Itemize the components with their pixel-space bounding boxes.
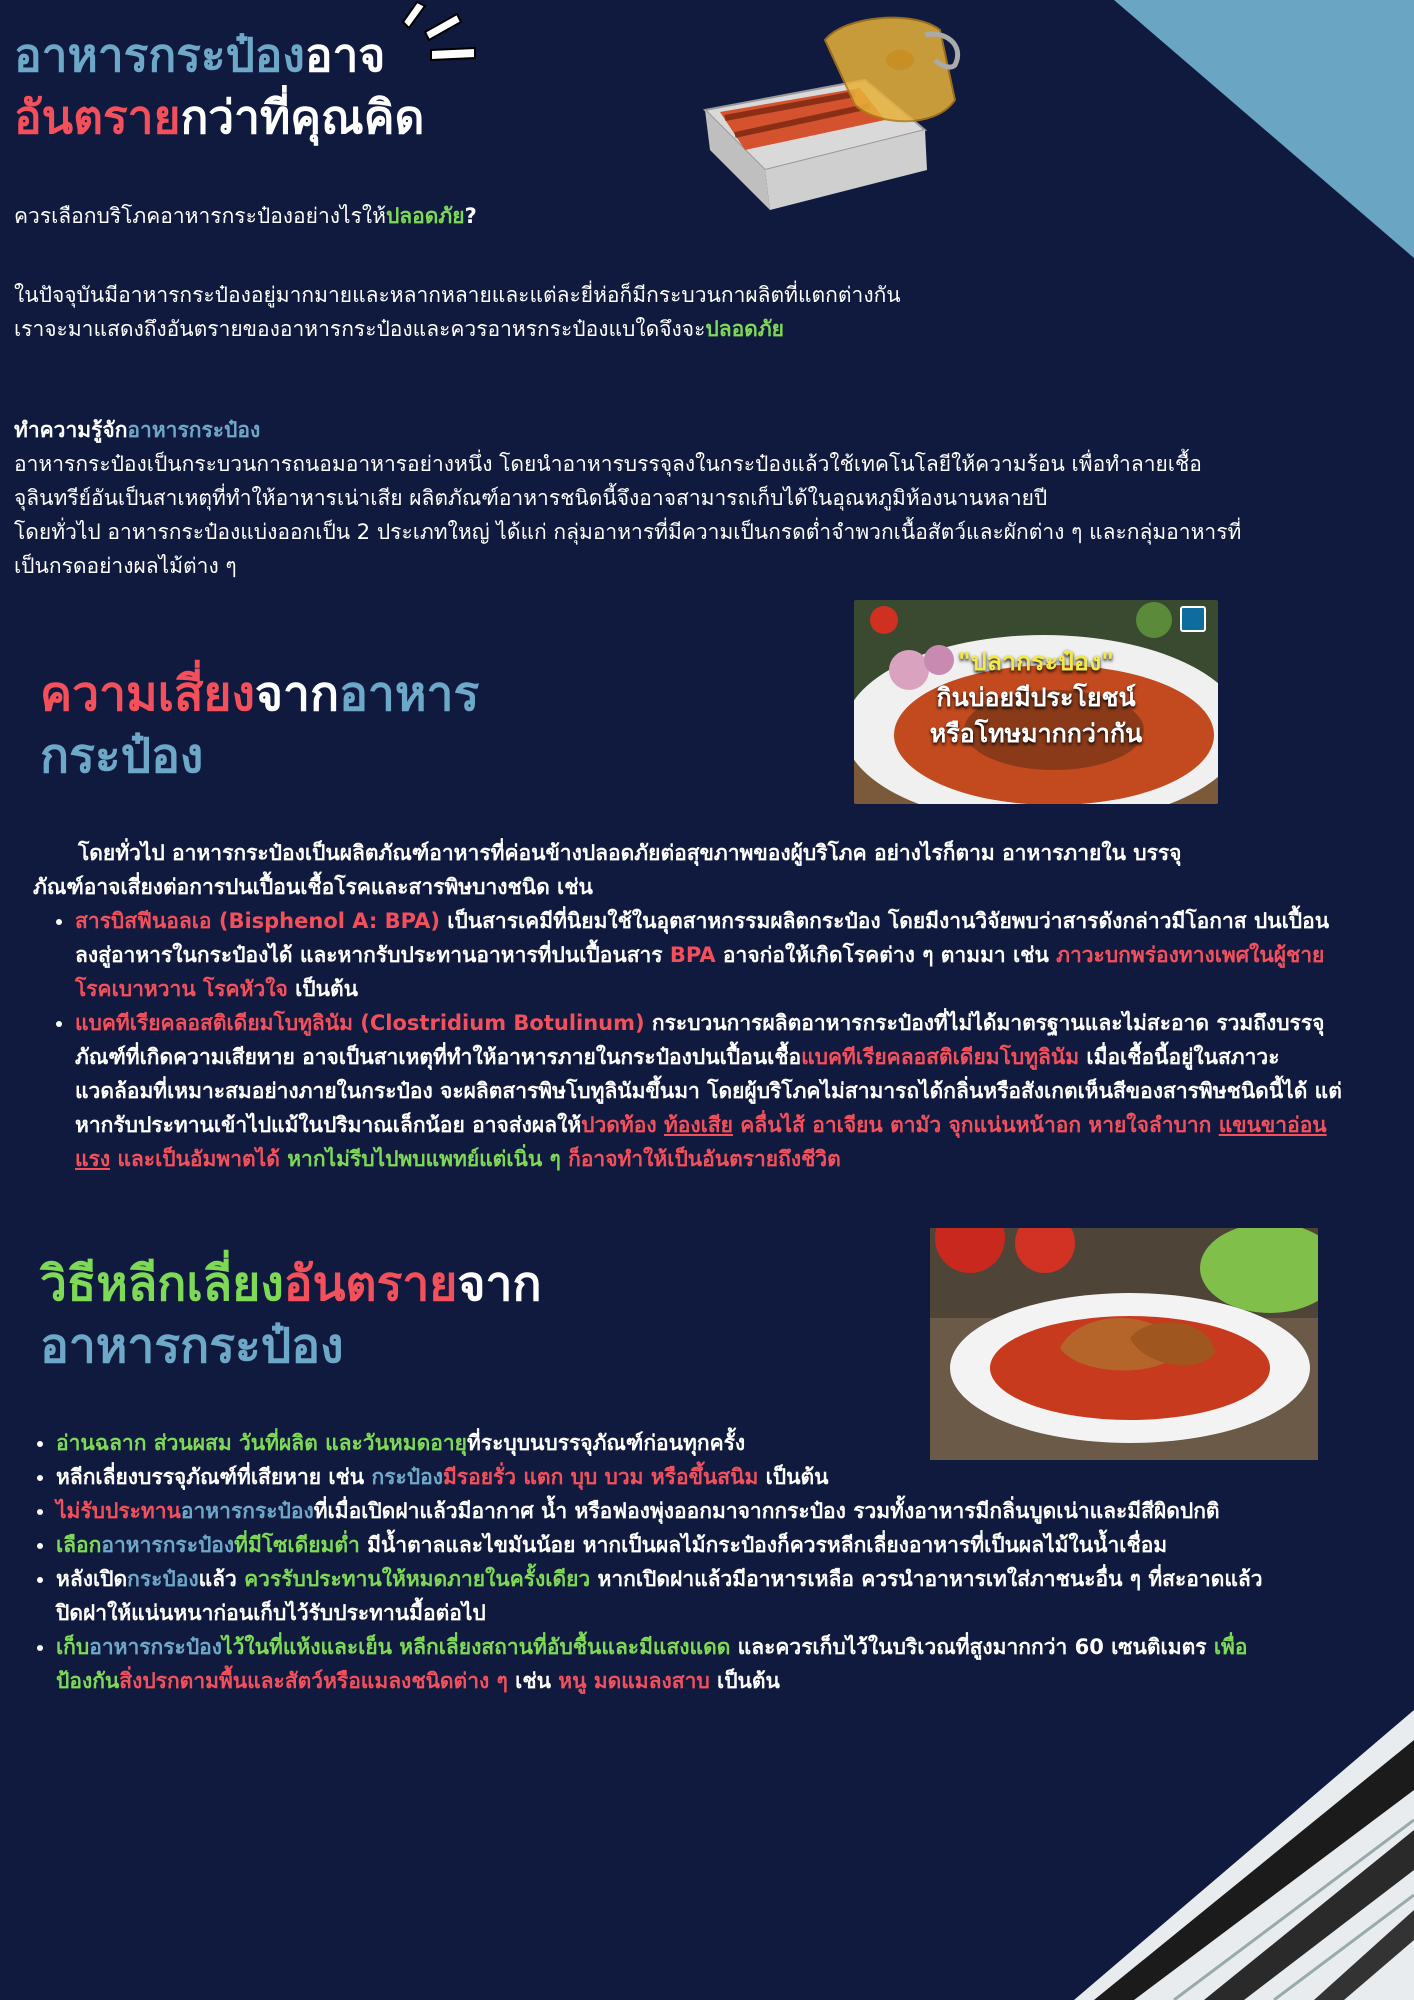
risk-intro-paragraph bbox=[33, 836, 1343, 904]
list-item bbox=[56, 1494, 1286, 1528]
warning-red: ก็อาจทำให้เป็นอันตรายถึงชีวิต bbox=[560, 1147, 841, 1171]
risk-intro-text: โดยทั่วไป อาหารกระป๋องเป็นผลิตภัณฑ์อาหารที่ค่อนข้างปลอดภัยต่อสุขภาพของผู้บริโภค อย่างไรก็ตาม อาหารภายใน บรรจุ bbox=[78, 841, 1182, 865]
risk-section-title bbox=[40, 663, 479, 787]
bpa-abbr: BPA bbox=[669, 943, 716, 967]
intro-paragraph bbox=[14, 278, 901, 346]
title-part: จาก bbox=[254, 666, 340, 722]
list-text: เช่น bbox=[507, 1669, 559, 1693]
risk-list bbox=[33, 904, 1343, 1176]
highlight-blue: อาหารกระป๋อง bbox=[89, 1635, 223, 1659]
list-text: เป็นต้น bbox=[758, 1465, 829, 1489]
know-section bbox=[14, 413, 1314, 583]
image-caption bbox=[854, 644, 1218, 752]
highlight-green: ที่มีโซเดียมต่ำ bbox=[234, 1533, 360, 1557]
botulinum-term: แบคทีเรียคลอสติเดียมโบทูลินัม (Clostridium Botulinum) bbox=[75, 1011, 645, 1035]
list-text: เป็นต้น bbox=[287, 977, 358, 1001]
title-part: อันตราย bbox=[14, 90, 181, 144]
symptom-underlined: ท้องเสีย bbox=[663, 1113, 733, 1137]
avoid-section-title bbox=[40, 1253, 542, 1377]
caption-line: กินบ่อยมีประโยชน์ bbox=[936, 683, 1136, 712]
list-text: อาจก่อให้เกิดโรคต่าง ๆ ตามมา เช่น bbox=[715, 943, 1057, 967]
question-text: ควรเลือกบริโภคอาหารกระป๋องอย่างไรให้ bbox=[14, 204, 386, 228]
highlight-blue: กระป๋อง bbox=[371, 1465, 443, 1489]
highlight-red: สิ่งปรกตามพื้นและสัตว์หรือแมลงชนิดต่าง ๆ bbox=[119, 1669, 508, 1693]
caption-line: "ปลากระป๋อง" bbox=[957, 647, 1115, 676]
emphasis-burst-icon bbox=[395, 0, 485, 70]
list-item bbox=[75, 904, 1343, 1006]
list-item bbox=[56, 1460, 1286, 1494]
list-item bbox=[56, 1426, 1286, 1460]
title-part: อาหารกระป๋อง bbox=[14, 28, 305, 82]
highlight-blue: อาหารกระป๋อง bbox=[180, 1499, 314, 1523]
title-part: อาหาร bbox=[339, 666, 480, 722]
symptom-underlined: แขนขาอ่อนแรง bbox=[75, 1113, 1327, 1171]
highlight-green: เพื่อป้องกัน bbox=[56, 1635, 1248, 1693]
question-highlight: ปลอดภัย bbox=[385, 204, 465, 228]
title-part: กระป๋อง bbox=[40, 728, 204, 784]
highlight-blue: กระป๋อง bbox=[127, 1567, 199, 1591]
corner-triangle-decoration bbox=[1114, 0, 1414, 258]
know-heading-b: อาหารกระป๋อง bbox=[127, 418, 261, 442]
title-part: วิธีหลีกเลี่ยง bbox=[40, 1256, 284, 1312]
highlight-green: เลือก bbox=[56, 1533, 102, 1557]
highlight-green: เก็บ bbox=[56, 1635, 90, 1659]
list-text: หลีกเลี่ยงบรรจุภัณฑ์ที่เสียหาย เช่น bbox=[56, 1465, 372, 1489]
disease-list: ภาวะบกพร่องทางเพศในผู้ชาย โรคเบาหวาน โรคหัวใจ bbox=[75, 943, 1325, 1001]
know-line: จุลินทรีย์อันเป็นสาเหตุที่ทำให้อาหารเน่าเสีย ผลิตภัณฑ์อาหารชนิดนี้จึงอาจสามารถเก็บได้ในอุณหภูมิห้องนานหลายปี bbox=[14, 486, 1048, 510]
know-line: เป็นกรดอย่างผลไม้ต่าง ๆ bbox=[14, 554, 237, 578]
caption-line: หรือโทษมากกว่ากัน bbox=[929, 719, 1143, 748]
symptom: ปวดท้อง bbox=[581, 1113, 664, 1137]
highlight-green: ควรรับประทานให้หมดภายในครั้งเดียว bbox=[244, 1567, 591, 1591]
highlight-red: มีรอยรั่ว แตก บุบ บวม หรือขึ้นสนิม bbox=[442, 1465, 759, 1489]
list-text: มีน้ำตาลและไขมันน้อย หากเป็นผลไม้กระป๋องก็ควรหลีกเลี่ยงอาหารที่เป็นผลไม้ในน้ำเชื่อม bbox=[359, 1533, 1168, 1557]
highlight-red: หนู มดแมลงสาบ bbox=[558, 1669, 710, 1693]
title-part: กว่าที่คุณคิด bbox=[180, 90, 425, 144]
highlight-green: ไว้ในที่แห้งและเย็น หลีกเลี่ยงสถานที่อับชื้นและมีแสงแดด bbox=[222, 1635, 731, 1659]
know-heading bbox=[14, 413, 1314, 447]
botulinum-term: แบคทีเรียคลอสติเดียมโบทูลินัม bbox=[801, 1045, 1080, 1069]
list-text: และควรเก็บไว้ในบริเวณที่สูงมากกว่า 60 เซนติเมตร bbox=[730, 1635, 1214, 1659]
list-text: หลังเปิด bbox=[56, 1567, 128, 1591]
list-text: เป็นต้น bbox=[709, 1669, 780, 1693]
avoid-list bbox=[14, 1426, 1286, 1698]
list-item bbox=[56, 1630, 1286, 1698]
highlight-red: ไม่รับประทาน bbox=[56, 1499, 181, 1523]
title-part: จาก bbox=[457, 1256, 542, 1312]
title-part: อันตราย bbox=[283, 1256, 458, 1312]
list-item bbox=[75, 1006, 1343, 1176]
risk-body bbox=[33, 836, 1343, 1176]
know-heading-a: ทำความรู้จัก bbox=[14, 418, 128, 442]
list-text: หากเปิดฝาแล้วมีอาหารเหลือ ควรนำอาหารเทใส่ภาชนะอื่น ๆ ที่สะอาดแล้วปิดฝาให้แน่นหนาก่อนเก็บไว้รับประทานมื้อต่อไป bbox=[56, 1567, 1263, 1625]
title-part: อาหารกระป๋อง bbox=[40, 1318, 344, 1374]
risk-intro-text: ภัณฑ์อาจเสี่ยงต่อการปนเปื้อนเชื้อโรคและสารพิษบางชนิด เช่น bbox=[33, 875, 593, 899]
warning-green: หากไม่รีบไปพบแพทย์แต่เนิ่น ๆ bbox=[287, 1147, 561, 1171]
list-text: ที่ระบุบนบรรจุภัณฑ์ก่อนทุกครั้ง bbox=[466, 1431, 746, 1455]
publisher-logo-icon bbox=[1180, 606, 1206, 632]
list-text: เมื่อเชื้อนี้อยู่ในสภาวะแวดล้อมที่เหมาะสมอย่างภายในกระป๋อง จะผลิตสารพิษโบทูลินัมขึ้นมา โดยผู้บริโภคไม่สามารถได้กลิ่นหรือสังเกตเห็นสีของสารพิษชนิดนี้ได้ แต่หากรับประทานเข้าไปแม้ในปริมาณเล็กน้อย อาจส่งผลให้ bbox=[75, 1045, 1342, 1137]
title-part: อาจ bbox=[304, 28, 386, 82]
intro-line bbox=[14, 312, 901, 346]
list-item bbox=[56, 1528, 1286, 1562]
question-mark: ? bbox=[464, 204, 477, 228]
canned-fish-article-image bbox=[854, 600, 1218, 804]
know-line: โดยทั่วไป อาหารกระป๋องแบ่งออกเป็น 2 ประเภทใหญ่ ได้แก่ กลุ่มอาหารที่มีความเป็นกรดต่ำจำพวกเนื้อสัตว์และผักต่าง ๆ และกลุ่มอาหารที่ bbox=[14, 520, 1242, 544]
page-title bbox=[14, 24, 424, 148]
list-text: ที่เมื่อเปิดฝาแล้วมีอากาศ น้ำ หรือฟองพุ่งออกมาจากกระป๋อง รวมทั้งอาหารมีกลิ่นบูดเน่าและมีสีผิดปกติ bbox=[313, 1499, 1220, 1523]
list-text: กระบวนการผลิตอาหารกระป๋องที่ไม่ได้มาตรฐานและไม่สะอาด รวมถึงบรรจุภัณฑ์ที่เกิดความเสียหาย อาจเป็นสาเหตุที่ทำให้อาหารภายในกระป๋องปนเปื้อนเชื้อ bbox=[75, 1011, 1325, 1069]
know-line: อาหารกระป๋องเป็นกระบวนการถนอมอาหารอย่างหนึ่ง โดยนำอาหารบรรจุลงในกระป๋องแล้วใช้เทคโนโลยีให้ความร้อน เพื่อทำลายเชื้อ bbox=[14, 452, 1202, 476]
question-line bbox=[14, 200, 477, 233]
highlight-green: อ่านฉลาก ส่วนผสม วันที่ผลิต และวันหมดอายุ bbox=[56, 1431, 467, 1455]
list-text: เป็นสารเคมีที่นิยมใช้ในอุตสาหกรรมผลิตกระป๋อง โดยมีงานวิจัยพบว่าสารดังกล่าวมีโอกาส ปนเปื้อนลงสู่อาหารในกระป๋องได้ และหากรับประทานอาหารที่ปนเปื้อนสาร bbox=[75, 909, 1330, 967]
title-part: ความเสี่ยง bbox=[40, 666, 255, 722]
intro-text: เราจะมาแสดงถึงอันตรายของอาหารกระป๋องและควรอาหรกระป๋องแบใดจึงจะ bbox=[14, 317, 706, 341]
list-item bbox=[56, 1562, 1286, 1630]
symptom: และเป็นอัมพาตได้ bbox=[110, 1147, 288, 1171]
intro-highlight: ปลอดภัย bbox=[705, 317, 784, 341]
highlight-blue: อาหารกระป๋อง bbox=[101, 1533, 235, 1557]
symptom: คลื่นไส้ อาเจียน ตามัว จุกแน่นหน้าอก หายใจลำบาก bbox=[732, 1113, 1219, 1137]
list-text: แล้ว bbox=[198, 1567, 245, 1591]
intro-line: ในปัจจุบันมีอาหารกระป๋องอยู่มากมายและหลากหลายและแต่ละยี่ห่อก็มีกระบวนกาผลิตที่แตกต่างกัน bbox=[14, 283, 901, 307]
building-photo-decoration bbox=[1054, 1710, 1414, 2000]
bpa-term: สารบิสฟีนอลเอ (Bisphenol A: BPA) bbox=[75, 909, 440, 933]
sardine-can-illustration bbox=[695, 10, 985, 225]
